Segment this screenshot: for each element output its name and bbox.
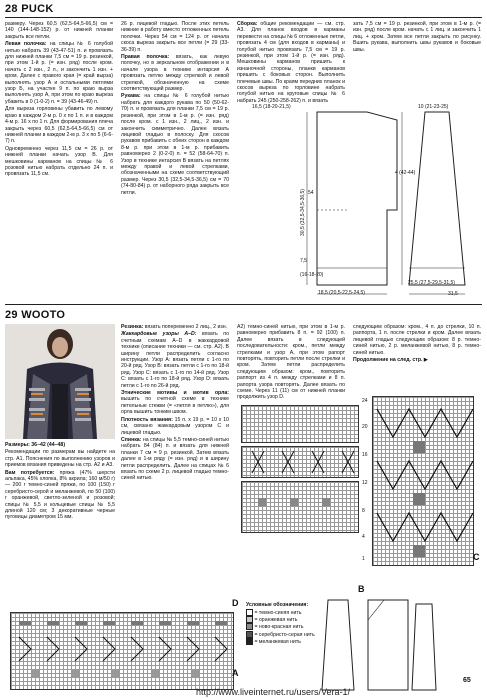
sleeves-title: Рукава: — [121, 93, 141, 100]
legend-text: = темно-синяя нить — [254, 609, 302, 616]
schematic-length-label: 54 — [308, 190, 314, 196]
assembly-text: общие рекомендации — см. стр. А3. Для планок входов в карманы перевести на спицы № 6 отложенные петли, провязать 4 см (для входов в карманы) и голубой нитью провязать 7,5 см = 19 р. резинкой, при этом 1-й р. (= изн. ряд). Мешковины карманов пришить к изнаночной стороны, планки карманов пришить с боковых сторон. Выполнить плечевые швы. По краям передних планок и скосов выреза по горловине набрать голубой нитью на круговые спицы № 6 набрать 245 (250-258-262) п. и вязать — [237, 21, 345, 104]
legend-text: = меланжевая нить — [254, 638, 302, 645]
schematic-width-label: 18,5 (20,5-22,5-24,5) — [318, 290, 365, 296]
legend-item — [246, 609, 316, 616]
chart-label-c: C — [473, 552, 480, 562]
ethnic-text: вышить по счетной схеме в технике петельные стежки (= «петля в петлю»), для орла вышить тонким швом. — [121, 396, 229, 416]
legend-item — [246, 638, 316, 645]
sizes-title: Размеры: — [5, 442, 30, 448]
wooto-column-4 — [353, 324, 481, 384]
chart-label-b: B — [358, 584, 365, 594]
paragraph — [121, 390, 229, 416]
sizes-value: 36–42 (44–48) — [31, 442, 66, 448]
paragraph: зать 7,5 см = 19 р. резинкой, при этом в 1-м р. (= изн. ряд) после кром. начать с 1 лиц. и закончить 1 лиц. + кром. Затем все петли закрыть по рисунку. Вшить рукава, выполнить швы рукавов и боковые швы. — [353, 21, 481, 53]
materials-text: пряжа (47% шерсти альпака, 45% хлопка, 8% акрила; 160 м/50 г) — 200 г темно-синей пряжи, по 100 (150) г серебристо-серой и меланжевой, по 50 (100) г оранжевой, светло-зеленой и розовой; спицы № 5,5 и кольцевые спицы № 5,5 длиной 120 см; 3 декоративные черные пуговицы диаметром 15 мм. — [5, 469, 115, 521]
paragraph — [121, 324, 229, 330]
chart-motif-grid — [241, 481, 359, 533]
legend-text: = серебристо-серая нить — [254, 631, 315, 638]
puck-column-4 — [353, 21, 481, 91]
section-title: PUCK — [21, 3, 54, 15]
chart-d-grid — [372, 396, 474, 566]
row-label: 8 — [362, 508, 365, 514]
schematic-top-label: 10 (21-23-25) — [418, 104, 449, 110]
schematic-side-label: 7,5 — [300, 258, 307, 264]
left-front-title: Левая полочка: — [5, 41, 47, 48]
schematic-mid-label: 30,5 (32,5-34,5-36,5) — [300, 189, 306, 236]
page-number: 65 — [463, 677, 471, 684]
paragraph — [121, 417, 229, 436]
paragraph: А2) темно-синей нитью, при этом в 1-м р. равномерно прибавить 8 п. = 92 (100) п. Далее вязать в следующей последовательности: кром., петли между стрелками и узор А, при этом рапорт повторять, повторить петли после стрелки и кром. Затем петли распределить следующим образом: кром., повторить раппорт из 4 п. между стрелками и 8 п. рапорта узора повторять. Далее вязать по схеме. Через 11 (11) см от нижней планки продолжить узор D. — [237, 324, 345, 401]
row-label: 4 — [362, 534, 365, 540]
puck-column-2 — [121, 21, 229, 301]
paragraph: 26 р. лицевой гладью. После этих петель нижние в работу вместо отложенных петель полочки. Через 54 см = 124 р. от начала скоса выреза закрыть все петли (= 29 (33-36-39) п. — [121, 21, 229, 53]
density-text: 15 п. х 19 р. = 10 х 10 см, связано жаккардовым узором С и лицевой гладью. — [121, 416, 229, 436]
rib-text: вязать попеременно 2 лиц., 2 изн. — [144, 324, 228, 330]
row-label: 1 — [362, 556, 365, 562]
chart-b-grid — [241, 446, 359, 478]
section-header-28 — [5, 3, 54, 15]
legend-text: = оранжевая нить — [254, 616, 298, 623]
paragraph: размеру. Через 60,5 (62,5-64,5-66,5) см = 140 (144-148-152) р. от нижней планки закрыть все петли. — [5, 21, 113, 40]
legend-item — [246, 616, 316, 623]
section-number: 28 — [5, 3, 18, 15]
legend-text: = ново-красная нить — [254, 624, 304, 631]
front-outline — [317, 112, 397, 285]
wooto-column-2 — [121, 324, 229, 604]
legend — [246, 602, 316, 645]
legend-title: Условные обозначения: — [246, 602, 309, 608]
row-label: 16 — [362, 452, 368, 458]
paragraph — [5, 442, 115, 448]
paragraph: Рекомендации по размерам вы найдете на стр. А1. Пояснения по выполнению узоров и приемов вязания приведены на стр. А2 и А3. — [5, 449, 115, 469]
puck-column-1 — [5, 21, 113, 301]
puck-schematic — [237, 90, 485, 300]
legend-item — [246, 623, 316, 630]
row-label: 24 — [362, 398, 368, 404]
paragraph — [121, 93, 229, 196]
assembly-title: Сборка: — [237, 21, 258, 27]
legend-swatch — [246, 609, 253, 616]
jacquard-text: вязать по счетным схемам А–D в жаккардовой технике (описание техники — см. стр. А2). В ширину петли распределить согласно инструкции. Узор А: вязать петли с 1-го по 20-й ряд. Узор В: вязать петли с 1-го по 18-й ряд. Узор С: вязать с 1-го по 14-й ряд. Узор С: вязать с 1-го по 18-й ряд. Узор D: вязать петли с 1-го по 26-й ряд. — [121, 331, 229, 389]
rib-title: Резинка: — [121, 324, 144, 330]
chart-label-d: D — [232, 598, 239, 608]
sleeve-outline — [409, 112, 465, 285]
paragraph: Одновременно через 11,5 см = 26 р. от нижней планки начать узор В. Для мешковины карманов на спицы № 6 розовой нитью набрать отдельно 24 п. и провязать 11,5 см. — [5, 145, 113, 178]
chart-label-a: A — [232, 668, 239, 678]
section-header-29 — [5, 309, 65, 321]
wooto-schematic — [318, 596, 438, 694]
paragraph: Для выреза горловины убавить по левому краю в каждом 2-м р. 0 х по 1 п. и в каждом 4-м р. 16 х по 1 п. Для формирования плеча закрыть через 60,5 (62,5-64,5-66,5) см от нижней планки в каждом 2-м р. 3 х по 5 (6-6-7) п. — [5, 106, 113, 145]
schematic-sleeve-label: 4 (42-44) — [395, 170, 416, 176]
section-title: WOOTO — [21, 309, 66, 321]
paragraph — [121, 331, 229, 389]
legend-swatch — [246, 616, 253, 623]
wooto-column-1 — [5, 442, 115, 602]
density-title: Плотность вязания: — [121, 416, 173, 423]
continued-note: Продолжение на след. стр. ▶ — [353, 357, 428, 364]
schematic-top-label: 16,5 (18-20-21,5) — [252, 104, 291, 110]
paragraph: следующим образом: кром., 4 п. до стрелки, 10 п. раппорта, 1 п. после стрелки и кром. Далее вязать лицевой гладью следующим образом: 8 р. темно-синей нитью, 2 р. меланжевой нитью, 8 р. темно-синей нитью. — [353, 324, 481, 356]
paragraph — [121, 437, 229, 482]
legend-item — [246, 631, 316, 638]
section-number: 29 — [5, 309, 18, 321]
left-front-text: на спицы № 6 голубой нитью набрать 39 (43-47-51) п. и провязать для нижней планки 7,5 см = 19 р. резинкой, при этом 1-й р. (= изн. ряд) после кром. начать с 2 изн., 2 л., и закончить 1 изн. + кром. Далее с правого края (= край вырза) выполнять узор А и остальными петлями узор Б, на участке 9 п. по краю вырза выполнять узор А, при этом по краю выреза убавить в 0 (1-0-2) п. = 39 (43-46-49) п. — [5, 41, 113, 105]
wooto-column-3 — [237, 324, 345, 404]
schematic-bottom-label: 25,5 (27,5-29,5-31,5) — [408, 280, 455, 286]
footer-watermark[interactable]: http://www.liveinternet.ru/users/Vera-1/ — [196, 687, 351, 697]
jacquard-title: Жаккардовые узоры А–D: — [121, 331, 197, 338]
row-label: 20 — [362, 424, 368, 430]
legend-swatch — [246, 623, 253, 630]
schematic-hem-label: 31,5 — [448, 291, 458, 297]
back-text: на спицы № 5,5 темно-синей нитью набрать 84 (84) п. и вязать для нижней планки 7 см = 9 р. резинкой. Затем вязать далее в 1-м ряду (= изн. ряд) и в ширину петли распределить. Далее на спицах № 6 вязать по схеме 2 р. лицевой гладью темно-синей нитью. — [121, 436, 229, 482]
legend-swatch — [246, 631, 253, 638]
paragraph — [5, 41, 113, 105]
chart-a-grid — [10, 612, 234, 690]
sleeves-text: на спицы № 6 голубой нитью набрать для каждого рукава по 50 (50-62-70) п. и провязать для планки 7,5 см = 19 р. резинкой, при этом в 1-м р. (= изн. ряд) после кром. с 1 изн., 2 лиц., 2 изн. и закончить симметрично. Далее вязать лицевой гладью в полоску. Для скосов рукавов прибавить с обеих сторон в каждом 8-м р. при этом в 1-м р. прибавить равномерно 2 (0-2-0) п. = 52 (58-64-70) п. Узор в технике интарсия В вязать на петлях между правой и левой стрелками, обозначенными на схеме соответствующий размер. Через 30,5 (32,5-34,5-36,5) см = 70 (74-80-84) р. от наборного ряда закрыть все петли. — [121, 93, 229, 196]
ethnic-title: Этнические мотивы и мотив орла: — [121, 390, 229, 397]
paragraph — [121, 54, 229, 92]
right-front-title: Правая полочка: — [121, 54, 170, 61]
schematic-small-label: (16-18-20) — [300, 272, 324, 278]
legend-swatch — [246, 638, 253, 645]
chart-c-grid — [241, 405, 359, 443]
model-photo — [5, 324, 115, 439]
paragraph — [5, 470, 115, 521]
section-rule — [5, 304, 482, 305]
right-front-text: вязать, как левую полочку, но в зеркальном отображении и в начале узора в технике интарсия А провязать петлю между стрелкой и левой стрелкой, обозначенную на схеме соответствующий размер. — [121, 54, 229, 93]
row-label: 12 — [362, 480, 368, 486]
section-rule — [5, 17, 482, 18]
back-title: Спинка: — [121, 436, 142, 443]
materials-title: Вам потребуется: — [5, 469, 55, 476]
